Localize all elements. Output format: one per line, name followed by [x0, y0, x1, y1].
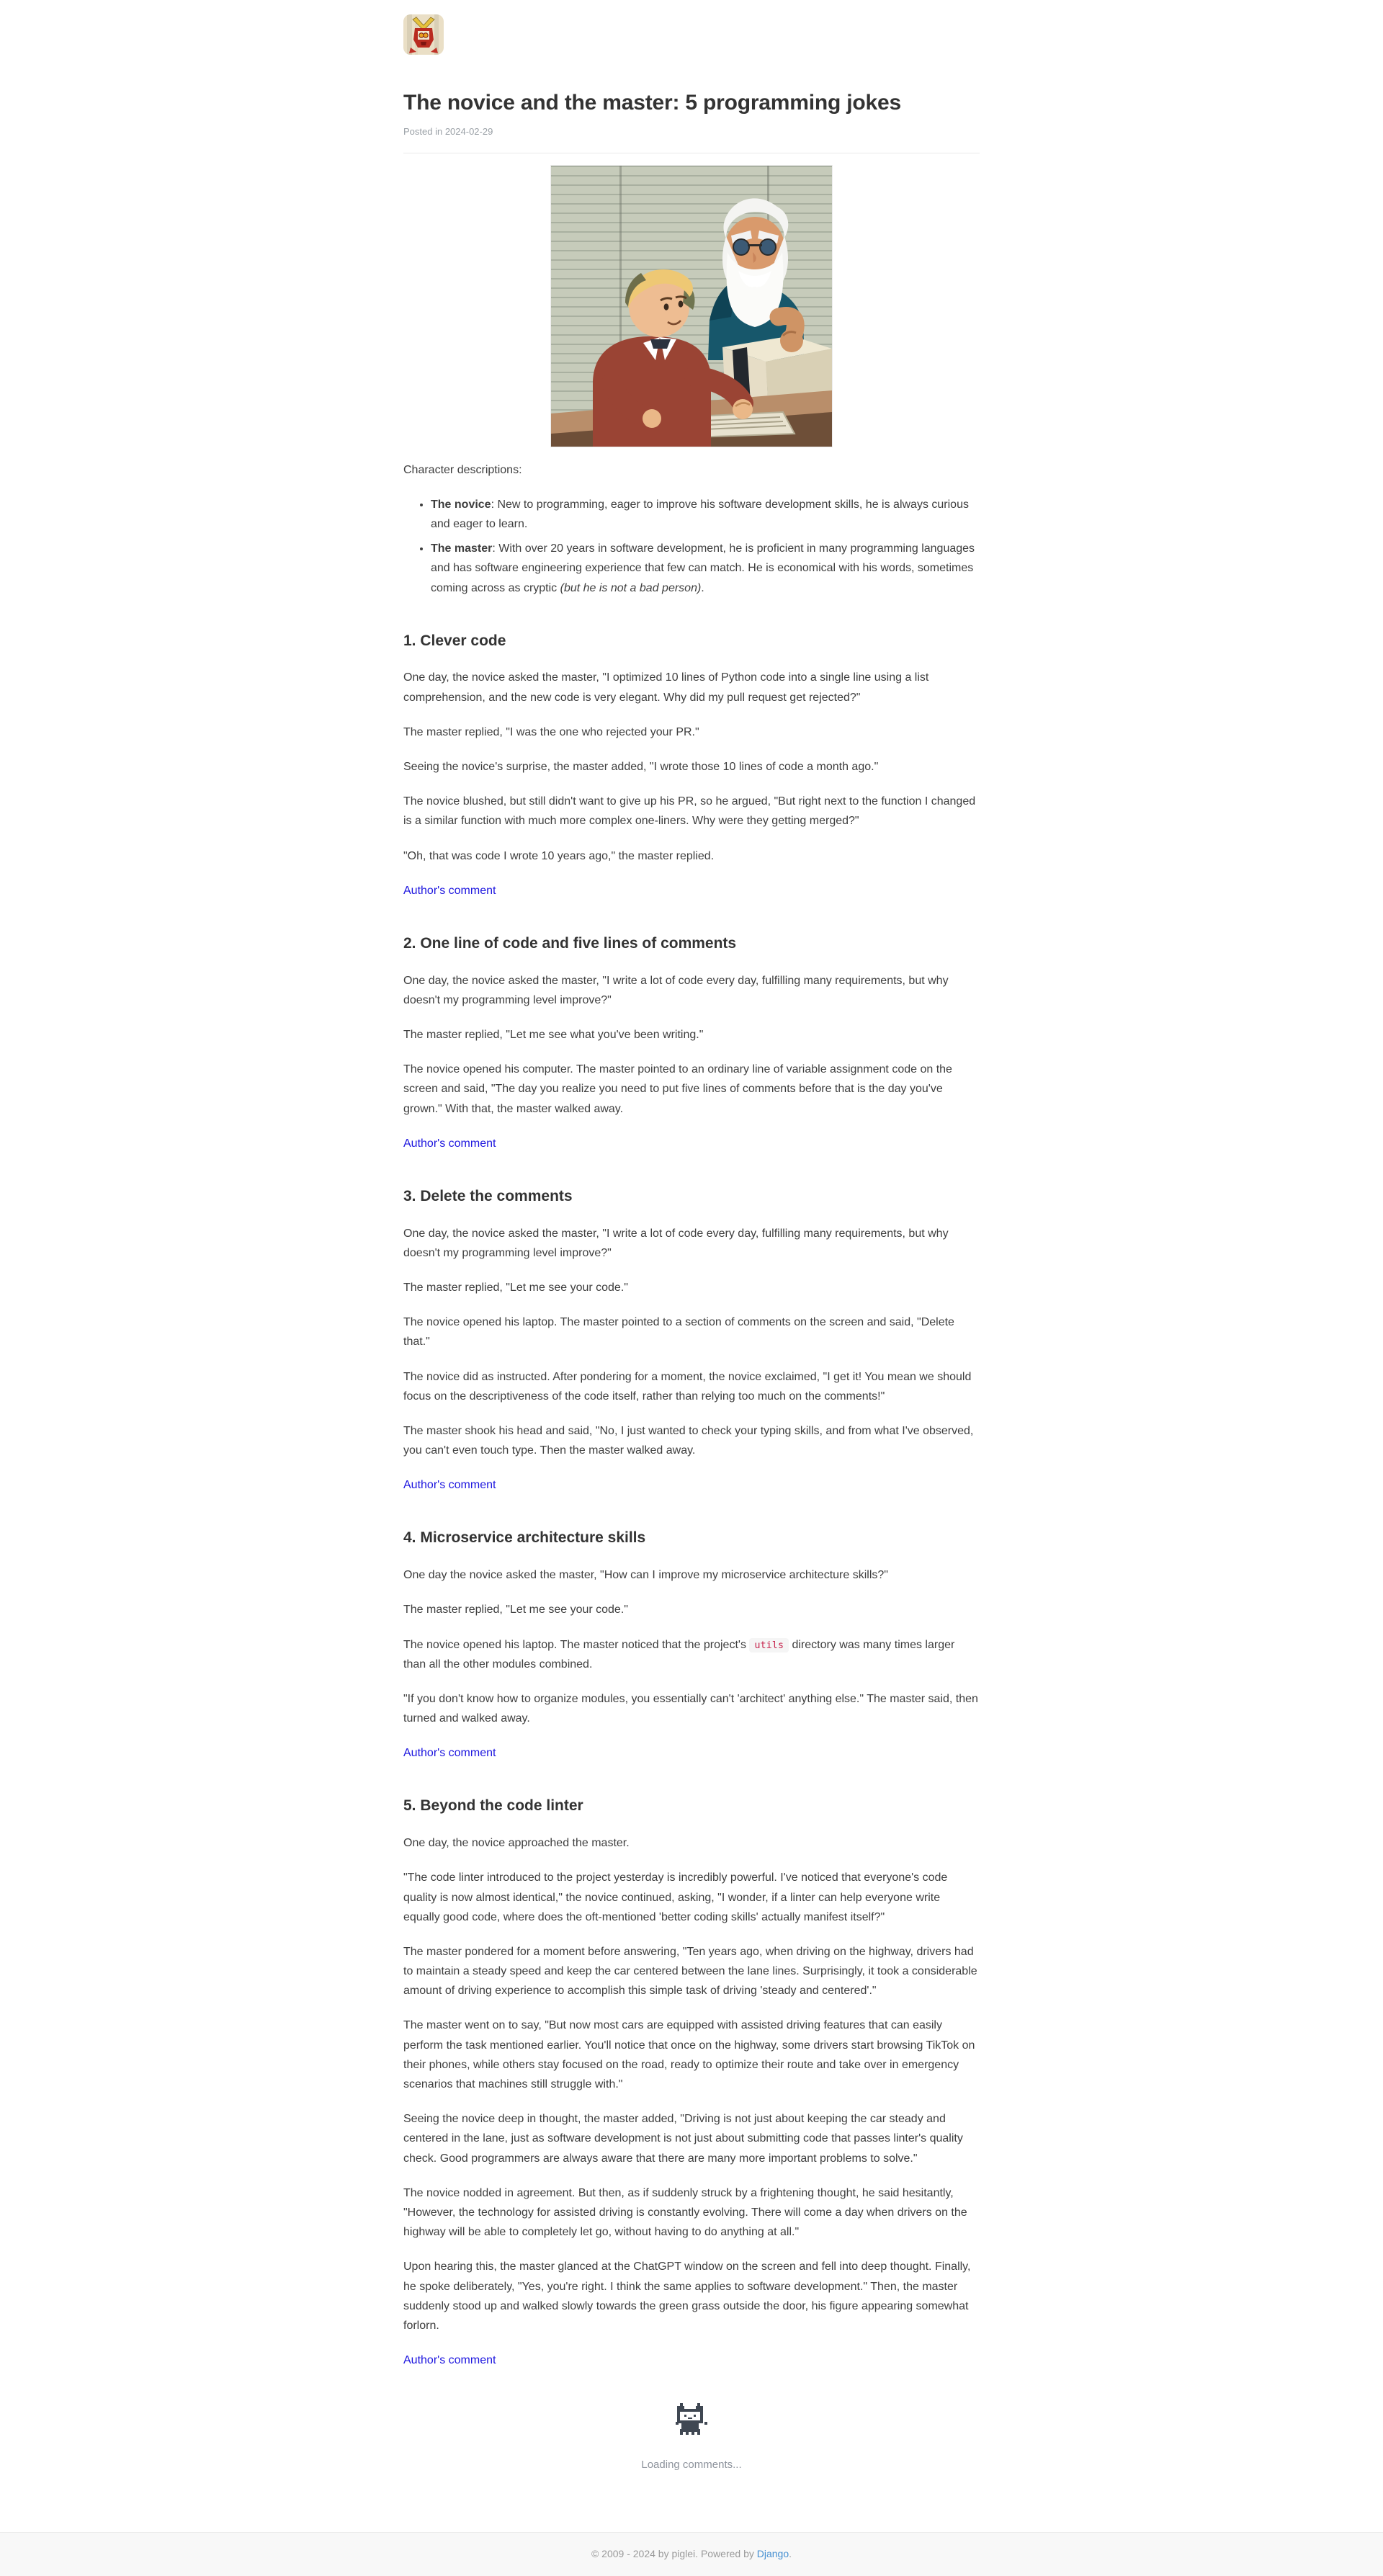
post-section-2: [403, 931, 980, 1153]
utils-inline-code: utils: [749, 1638, 789, 1653]
novice-label: The novice: [431, 498, 491, 511]
cat-mascot-icon: [676, 2403, 707, 2438]
character-item-master: [431, 539, 980, 598]
paragraph-text: The novice opened his laptop. The master noticed that the project's: [403, 1638, 750, 1651]
paragraph: The master pondered for a moment before answering, "Ten years ago, when driving on the highway, drivers had to maintain a steady speed and keep the car centered between the lane lines. Surprisingly, it took a considerable amount of driving experience to accomplish this simple task of driving 'steady and centered'.": [403, 1945, 977, 1998]
paragraph: "The code linter introduced to the project yesterday is incredibly powerful. I've noticed that everyone's code quality is now almost identical," the novice continued, asking, "I wonder, if a linter can help everyone write equally good code, where does the oft-mentioned 'better coding skills' actually manifest itself?": [403, 1871, 948, 1923]
master-description: : With over 20 years in software development, he is proficient in many programming languages and has software engineering experience that few can match. He is economical with his words, sometimes coming across as cryptic: [431, 542, 975, 594]
novice-and-master-image: [551, 166, 832, 447]
paragraph: The novice opened his laptop. The master pointed to a section of comments on the screen and said, "Delete that.": [403, 1316, 954, 1349]
novice-description: : New to programming, eager to improve his software development skills, he is always curious and eager to learn.: [431, 498, 969, 530]
post-illustration: [550, 165, 833, 447]
character-list: [403, 495, 980, 598]
site-logo[interactable]: [403, 14, 444, 55]
paragraph: The novice nodded in agreement. But then, as if suddenly struck by a frightening thought, he said hesitantly, "However, the technology for assisted driving is constantly evolving. There will come a day when drivers on the highway will be able to completely let go, without having to do anything at all.": [403, 2186, 967, 2239]
character-item-novice: [431, 495, 980, 534]
paragraph: Upon hearing this, the master glanced at the ChatGPT window on the screen and fell into deep thought. Finally, he spoke deliberately, "Yes, you're right. I think the same applies to software development." Then, the master suddenly stood up and walked slowly towards the green grass outside the door, his figure appearing somewhat forlorn.: [403, 2260, 971, 2332]
paragraph: The master replied, "Let me see your code.": [403, 1281, 628, 1294]
post-section-4: [403, 1525, 980, 1763]
section-heading: 1. Clever code: [403, 632, 506, 649]
paragraph: The novice did as instructed. After pondering for a moment, the novice exclaimed, "I get it! You mean we should focus on the descriptiveness of the code itself, rather than relying too much on the comments!": [403, 1370, 972, 1403]
django-link[interactable]: Django: [756, 2547, 789, 2559]
paragraph: Seeing the novice's surprise, the master added, "I wrote those 10 lines of code a month ago.": [403, 760, 879, 773]
section-heading: 2. One line of code and five lines of comments: [403, 934, 737, 952]
section-heading: 3. Delete the comments: [403, 1187, 573, 1204]
post-section-5: [403, 1793, 980, 2370]
paragraph: "If you don't know how to organize modules, you essentially can't 'architect' anything else." The master said, then turned and walked away.: [403, 1692, 978, 1725]
master-description-tail: .: [701, 581, 704, 594]
loading-comments-text: Loading comments...: [641, 2459, 742, 2472]
paragraph: [403, 1635, 980, 1674]
authors-comment-link[interactable]: Author's comment: [403, 1137, 496, 1150]
paragraph: One day, the novice asked the master, "I write a lot of code every day, fulfilling many requirements, but why doesn't my programming level improve?": [403, 1227, 949, 1259]
copyright-text: © 2009 - 2024 by piglei. Powered by: [591, 2547, 757, 2559]
post-section-3: [403, 1184, 980, 1495]
paragraph: One day, the novice approached the master.: [403, 1837, 630, 1850]
paragraph: One day, the novice asked the master, "I optimized 10 lines of Python code into a single line using a list comprehension, and the new code is very elegant. Why did my pull request get rejected?": [403, 671, 929, 704]
comments-loading-area: [403, 2403, 980, 2474]
paragraph: "Oh, that was code I wrote 10 years ago," the master replied.: [403, 849, 715, 862]
paragraph: The master replied, "Let me see what you've been writing.": [403, 1028, 704, 1041]
master-label: The master: [431, 542, 493, 555]
content-column: [403, 0, 980, 2474]
paragraph: One day the novice asked the master, "How can I improve my microservice architecture skills?": [403, 1569, 888, 1582]
paragraph: The master shook his head and said, "No, I just wanted to check your typing skills, and from what I've observed, you can't even touch type. Then the master walked away.: [403, 1424, 974, 1457]
authors-comment-link[interactable]: Author's comment: [403, 884, 496, 897]
master-description-italic: (but he is not a bad person): [560, 581, 702, 594]
page-footer: [0, 2532, 1383, 2576]
post-section-1: [403, 628, 980, 900]
authors-comment-link[interactable]: Author's comment: [403, 1479, 496, 1492]
paragraph: The novice opened his computer. The master pointed to an ordinary line of variable assignment code on the screen and said, "The day you realize you need to put five lines of comments before that is the day you've grown." With that, the master walked away.: [403, 1063, 952, 1115]
paragraph: Seeing the novice deep in thought, the master added, "Driving is not just about keeping the car steady and centered in the lane, just as software development is not just about submitting code that passes linter's quality check. Good programmers are always aware that there are many more important problems to solve.": [403, 2113, 963, 2165]
paragraph: The master went on to say, "But now most cars are equipped with assisted driving features that can easily perform the task mentioned earlier. You'll notice that once on the highway, some drivers start browsing TikTok on their phones, while others stay focused on the road, ready to optimize their route and take over in emergency scenarios that machines still struggle with.": [403, 2019, 975, 2091]
paragraph: One day, the novice asked the master, "I write a lot of code every day, fulfilling many requirements, but why doesn't my programming level improve?": [403, 974, 949, 1006]
paragraph: The master replied, "Let me see your code.": [403, 1604, 628, 1616]
authors-comment-link[interactable]: Author's comment: [403, 2354, 496, 2367]
post-title: The novice and the master: 5 programming jokes: [403, 91, 901, 115]
authors-comment-link[interactable]: Author's comment: [403, 1747, 496, 1760]
robot-avatar-icon: [403, 14, 444, 55]
paragraph: The novice blushed, but still didn't want to give up his PR, so he argued, "But right next to the function I changed is a similar function with much more complex one-liners. Why were they getting merged?": [403, 795, 976, 828]
section-heading: 4. Microservice architecture skills: [403, 1529, 646, 1547]
paragraph: The master replied, "I was the one who rejected your PR.": [403, 725, 699, 738]
copyright-tail: .: [789, 2547, 792, 2559]
section-heading: 5. Beyond the code linter: [403, 1797, 583, 1815]
paragraph-text: directory was many times larger than all the other modules combined.: [403, 1638, 955, 1671]
post-date: Posted in 2024-02-29: [403, 125, 493, 137]
character-descriptions-label: Character descriptions:: [403, 463, 522, 476]
